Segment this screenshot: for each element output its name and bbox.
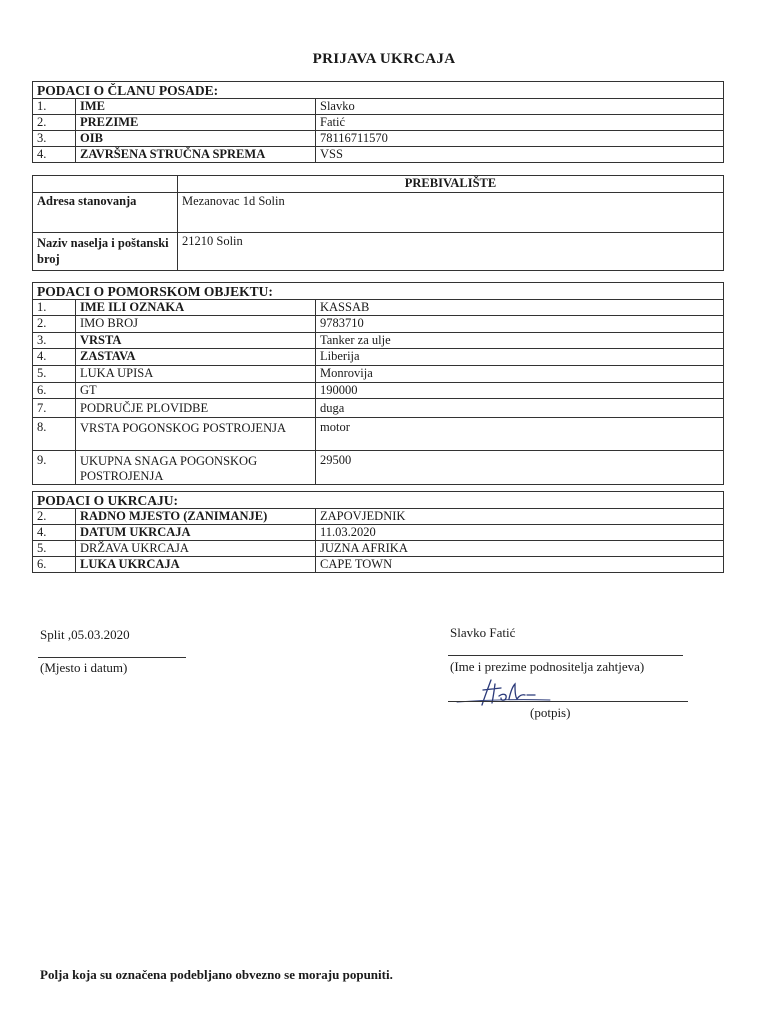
residence-header: PREBIVALIŠTE	[178, 176, 724, 193]
vessel-row-label: GT	[76, 383, 316, 399]
vessel-row-num: 7.	[33, 399, 76, 418]
embarkation-row-value: 11.03.2020	[316, 525, 724, 541]
address-label: Adresa stanovanja	[33, 193, 178, 233]
embarkation-table	[32, 491, 724, 573]
vessel-row-num: 1.	[33, 300, 76, 316]
signature-caption: (potpis)	[530, 705, 571, 720]
embarkation-row-label: LUKA UKRCAJA	[76, 557, 316, 573]
embarkation-row-value: JUZNA AFRIKA	[316, 541, 724, 557]
applicant-caption: (Ime i prezime podnositelja zahtjeva)	[450, 659, 645, 674]
vessel-row-value: motor	[316, 418, 724, 451]
vessel-row-label: IME ILI OZNAKA	[76, 300, 316, 316]
crew-row-label: OIB	[76, 131, 316, 147]
crew-row-num: 4.	[33, 147, 76, 163]
vessel-row-value: Monrovija	[316, 366, 724, 383]
embarkation-row-num: 4.	[33, 525, 76, 541]
vessel-row-num: 8.	[33, 418, 76, 451]
crew-row-value: Fatić	[316, 115, 724, 131]
embarkation-row-num: 2.	[33, 509, 76, 525]
vessel-row-num: 9.	[33, 451, 76, 485]
vessel-row-label: UKUPNA SNAGA POGONSKOG POSTROJENJA	[76, 451, 316, 485]
vessel-row-num: 4.	[33, 349, 76, 366]
vessel-row-label: IMO BROJ	[76, 316, 316, 333]
embarkation-row-num: 6.	[33, 557, 76, 573]
vessel-row-value: 190000	[316, 383, 724, 399]
place-date-line	[38, 657, 186, 658]
vessel-row-label: VRSTA POGONSKOG POSTROJENJA	[76, 418, 316, 451]
crew-row-label: ZAVRŠENA STRUČNA SPREMA	[76, 147, 316, 163]
crew-row-num: 1.	[33, 99, 76, 115]
vessel-row-value: Tanker za ulje	[316, 333, 724, 349]
embarkation-row-num: 5.	[33, 541, 76, 557]
vessel-row-num: 6.	[33, 383, 76, 399]
document-title: PRIJAVA UKRCAJA	[312, 51, 456, 67]
vessel-row-label: ZASTAVA	[76, 349, 316, 366]
crew-row-value: Slavko	[316, 99, 724, 115]
vessel-row-label: PODRUČJE PLOVIDBE	[76, 399, 316, 418]
embarkation-row-label: DATUM UKRCAJA	[76, 525, 316, 541]
crew-row-value: VSS	[316, 147, 724, 163]
crew-row-num: 2.	[33, 115, 76, 131]
place-date: Split ,05.03.2020	[40, 627, 130, 642]
vessel-row-value: Liberija	[316, 349, 724, 366]
vessel-row-num: 5.	[33, 366, 76, 383]
vessel-section-header: PODACI O POMORSKOM OBJEKTU:	[33, 283, 724, 300]
vessel-row-num: 3.	[33, 333, 76, 349]
crew-row-label: PREZIME	[76, 115, 316, 131]
vessel-row-value: 9783710	[316, 316, 724, 333]
crew-row-value: 78116711570	[316, 131, 724, 147]
embarkation-row-label: RADNO MJESTO (ZANIMANJE)	[76, 509, 316, 525]
vessel-row-label: VRSTA	[76, 333, 316, 349]
embarkation-row-label: DRŽAVA UKRCAJA	[76, 541, 316, 557]
applicant-line	[448, 655, 683, 656]
embarkation-row-value: ZAPOVJEDNIK	[316, 509, 724, 525]
vessel-row-value: 29500	[316, 451, 724, 485]
residence-table	[32, 175, 724, 271]
place-label: Naziv naselja i poštanski broj	[33, 233, 178, 271]
vessel-table	[32, 282, 724, 485]
applicant-name: Slavko Fatić	[450, 625, 516, 640]
vessel-row-num: 2.	[33, 316, 76, 333]
place-date-caption: (Mjesto i datum)	[40, 660, 128, 675]
address-value: Mezanovac 1d Solin	[178, 193, 724, 233]
vessel-row-value: duga	[316, 399, 724, 418]
embarkation-section-header: PODACI O UKRCAJU:	[33, 492, 724, 509]
crew-row-num: 3.	[33, 131, 76, 147]
crew-row-label: IME	[76, 99, 316, 115]
vessel-row-value: KASSAB	[316, 300, 724, 316]
footer-note: Polja koja su označena podebljano obvezno se moraju popuniti.	[40, 967, 393, 982]
place-value: 21210 Solin	[178, 233, 724, 271]
embarkation-row-value: CAPE TOWN	[316, 557, 724, 573]
crew-table	[32, 81, 724, 163]
signature-line	[448, 701, 688, 702]
crew-section-header: PODACI O ČLANU POSADE:	[33, 82, 724, 99]
vessel-row-label: LUKA UPISA	[76, 366, 316, 383]
